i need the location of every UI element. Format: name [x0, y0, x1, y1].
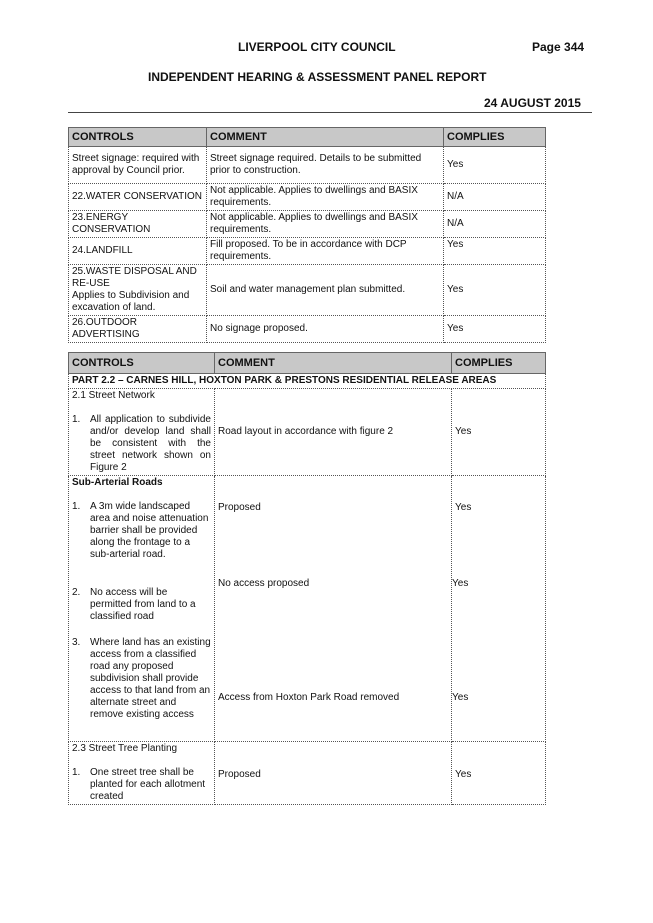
comment-text: Proposed [218, 502, 261, 513]
comment-cell: Fill proposed. To be in accordance with DCP requirements. [207, 238, 444, 265]
header-complies: COMPLIES [452, 353, 546, 374]
comment-cell: Street signage required. Details to be submitted prior to construction. [207, 147, 444, 184]
item-text: A 3m wide landscaped area and noise attenuation barrier shall be provided along the frontage to a sub-arterial road. [90, 501, 209, 560]
comment-text: Access from Hoxton Park Road removed [218, 692, 400, 703]
item-text: Where land has an existing access from a classified road any proposed subdivision shall provide access to that land from an alternate street and remove existing access [90, 637, 211, 720]
council-name: LIVERPOOL CITY COUNCIL [238, 40, 396, 54]
control-cell [69, 389, 215, 476]
control-heading: 25.WASTE DISPOSAL AND RE-USE [72, 266, 197, 289]
complies-cell: Yes [444, 316, 546, 343]
complies-cell: Yes [452, 742, 546, 805]
complies-cell: Yes [444, 265, 546, 316]
comment-cell: Proposed [215, 742, 452, 805]
controls-table-2 [68, 352, 546, 805]
item-number: 1. [72, 767, 81, 778]
complies-text: Yes [455, 502, 472, 513]
complies-cell: N/A [444, 184, 546, 211]
header-controls: CONTROLS [69, 353, 215, 374]
control-cell [69, 476, 215, 742]
list-item [72, 637, 211, 721]
header-comment: COMMENT [207, 128, 444, 147]
table-row [69, 742, 546, 805]
item-text: One street tree shall be planted for each allotment created [90, 767, 206, 802]
table-row [69, 389, 546, 476]
comment-text: No access proposed [218, 578, 310, 589]
control-cell: 24.LANDFILL [69, 238, 207, 265]
controls-table-1 [68, 127, 546, 343]
table-row [69, 238, 546, 265]
header-controls: CONTROLS [69, 128, 207, 147]
list-item [72, 587, 211, 637]
header-comment: COMMENT [215, 353, 452, 374]
list-item [72, 501, 211, 587]
complies-cell: Yes [444, 147, 546, 184]
page-number: Page 344 [532, 40, 585, 54]
table-row [69, 265, 546, 316]
item-text: No access will be permitted from land to a classified road [90, 587, 196, 622]
complies-cell [452, 476, 546, 742]
table-row [69, 316, 546, 343]
header-rule [68, 112, 592, 113]
comment-cell [215, 476, 452, 742]
item-number: 3. [72, 637, 81, 648]
section-title: Sub-Arterial Roads [72, 477, 163, 488]
table-header-row [69, 353, 546, 374]
complies-cell: N/A [444, 211, 546, 238]
table-row [69, 147, 546, 184]
section-title: 2.3 Street Tree Planting [72, 743, 178, 754]
part-title-row [69, 374, 546, 389]
item-text: All application to subdivide and/or develop land shall be consistent with the street network shown on Figure 2 [90, 414, 211, 473]
control-cell: Street signage: required with approval by Council prior. [69, 147, 207, 184]
complies-cell: Yes [452, 389, 546, 476]
table-header-row [69, 128, 546, 147]
list-item [72, 414, 211, 474]
complies-text: Yes [452, 578, 469, 589]
report-date: 24 AUGUST 2015 [484, 96, 581, 110]
control-cell: 22.WATER CONSERVATION [69, 184, 207, 211]
item-number: 1. [72, 414, 81, 425]
table-row [69, 184, 546, 211]
control-cell: 23.ENERGY CONSERVATION [69, 211, 207, 238]
control-cell [69, 742, 215, 805]
comment-cell: Soil and water management plan submitted. [207, 265, 444, 316]
table-row [69, 476, 546, 742]
comment-cell: Not applicable. Applies to dwellings and BASIX requirements. [207, 184, 444, 211]
header-complies: COMPLIES [444, 128, 546, 147]
complies-text: Yes [452, 692, 469, 703]
comment-cell: Road layout in accordance with figure 2 [215, 389, 452, 476]
comment-cell: No signage proposed. [207, 316, 444, 343]
table-row [69, 211, 546, 238]
report-title: INDEPENDENT HEARING & ASSESSMENT PANEL REPORT [148, 70, 487, 84]
list-item [72, 767, 211, 803]
comment-cell: Not applicable. Applies to dwellings and BASIX requirements. [207, 211, 444, 238]
part-title: PART 2.2 – CARNES HILL, HOXTON PARK & PRESTONS RESIDENTIAL RELEASE AREAS [69, 374, 546, 389]
control-cell [69, 265, 207, 316]
section-title: 2.1 Street Network [72, 390, 155, 401]
control-cell: 26.OUTDOOR ADVERTISING [69, 316, 207, 343]
item-number: 1. [72, 501, 81, 512]
complies-cell: Yes [444, 238, 546, 265]
item-number: 2. [72, 587, 81, 598]
control-note: Applies to Subdivision and excavation of land. [72, 290, 190, 313]
